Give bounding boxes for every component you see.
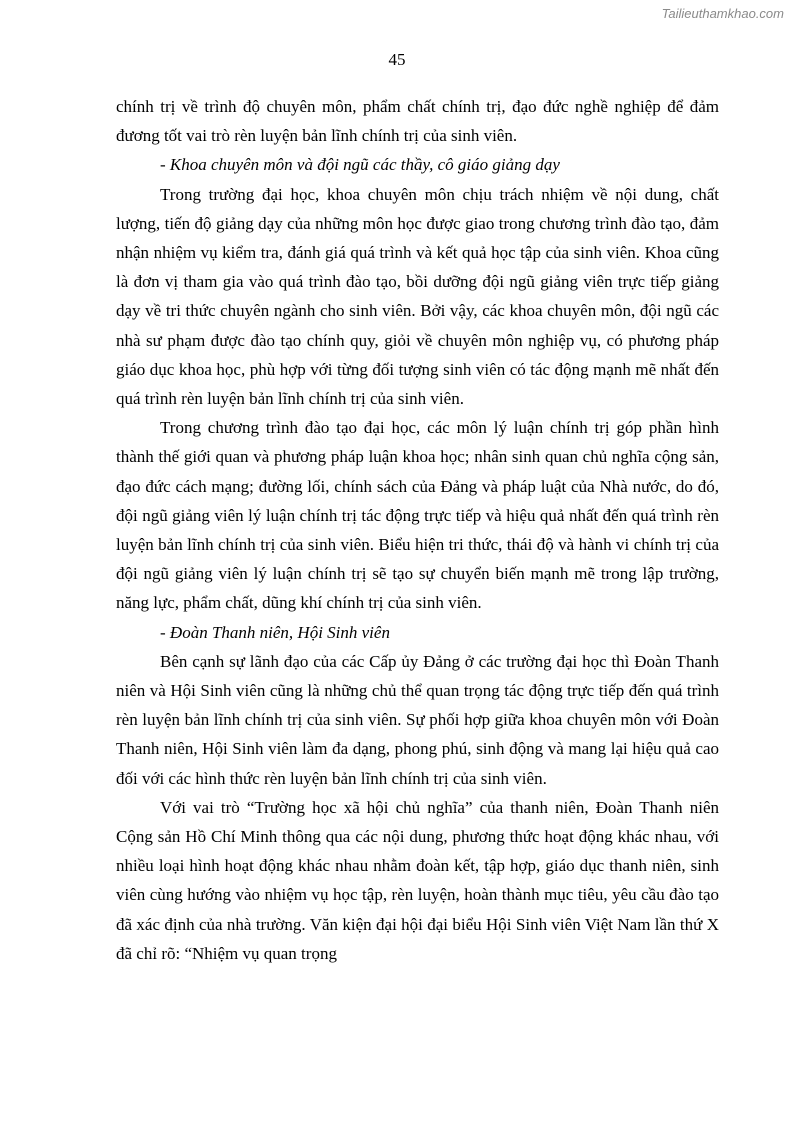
paragraph: Bên cạnh sự lãnh đạo của các Cấp ủy Đảng ở các trường đại học thì Đoàn Thanh niên và Hội Sinh viên cũng là những chủ thể quan trọng tác động trực tiếp đến quá trình rèn luyện bản lĩnh chính trị của sinh viên. Sự phối hợp giữa khoa chuyên môn với Đoàn Thanh niên, Hội Sinh viên làm đa dạng, phong phú, sinh động và mang lại hiệu quả cao đối với các hình thức rèn luyện bản lĩnh chính trị của sinh viên. <box>116 651 719 788</box>
watermark: Tailieuthamkhao.com <box>661 6 784 21</box>
document-body <box>116 92 719 968</box>
paragraph-continuation: chính trị về trình độ chuyên môn, phẩm chất chính trị, đạo đức nghề nghiệp để đảm đương tốt vai trò rèn luyện bản lĩnh chính trị của sinh viên. <box>116 97 719 146</box>
page-number: 45 <box>388 50 406 69</box>
paragraph: Trong chương trình đào tạo đại học, các môn lý luận chính trị góp phần hình thành thế giới quan và phương pháp luận khoa học; nhân sinh quan chủ nghĩa cộng sản, đạo đức cách mạng; đường lối, chính sách của Đảng và pháp luật của Nhà nước, do đó, đội ngũ giảng viên lý luận chính trị tác động trực tiếp và hiệu quả nhất đến quá trình rèn luyện bản lĩnh chính trị của sinh viên. Biểu hiện tri thức, thái độ và hành vi chính trị của đội ngũ giảng viên lý luận chính trị sẽ tạo sự chuyển biến mạnh mẽ trong lập trường, năng lực, phẩm chất, dũng khí chính trị của sinh viên. <box>116 418 719 613</box>
section-heading-doan-thanh-nien: - Đoàn Thanh niên, Hội Sinh viên <box>160 622 390 642</box>
section-heading-khoa-chuyen-mon: - Khoa chuyên môn và đội ngũ các thầy, cô giáo giảng dạy <box>160 155 560 175</box>
paragraph: Trong trường đại học, khoa chuyên môn chịu trách nhiệm về nội dung, chất lượng, tiến độ giảng dạy của những môn học được giao trong chương trình đào tạo, đảm nhận nhiệm vụ kiểm tra, đánh giá quá trình và kết quả học tập của sinh viên. Khoa cũng là đơn vị tham gia vào quá trình đào tạo, bồi dưỡng đội ngũ giảng viên trực tiếp giảng dạy về tri thức chuyên ngành cho sinh viên. Bởi vậy, các khoa chuyên môn, đội ngũ các nhà sư phạm được đào tạo chính quy, giỏi về chuyên môn nghiệp vụ, có phương pháp giáo dục khoa học, phù hợp với từng đối tượng sinh viên có tác động mạnh mẽ nhất đến quá trình rèn luyện bản lĩnh chính trị của sinh viên. <box>116 184 719 409</box>
paragraph: Với vai trò “Trường học xã hội chủ nghĩa” của thanh niên, Đoàn Thanh niên Cộng sản Hồ Chí Minh thông qua các nội dung, phương thức hoạt động khác nhau, với nhiều loại hình hoạt động khác nhau nhằm đoàn kết, tập hợp, giáo dục thanh niên, sinh viên cùng hướng vào nhiệm vụ học tập, rèn luyện, hoàn thành mục tiêu, yêu cầu đào tạo đã xác định của nhà trường. Văn kiện đại hội đại biểu Hội Sinh viên Việt Nam lần thứ X đã chỉ rõ: “Nhiệm vụ quan trọng <box>116 797 719 963</box>
